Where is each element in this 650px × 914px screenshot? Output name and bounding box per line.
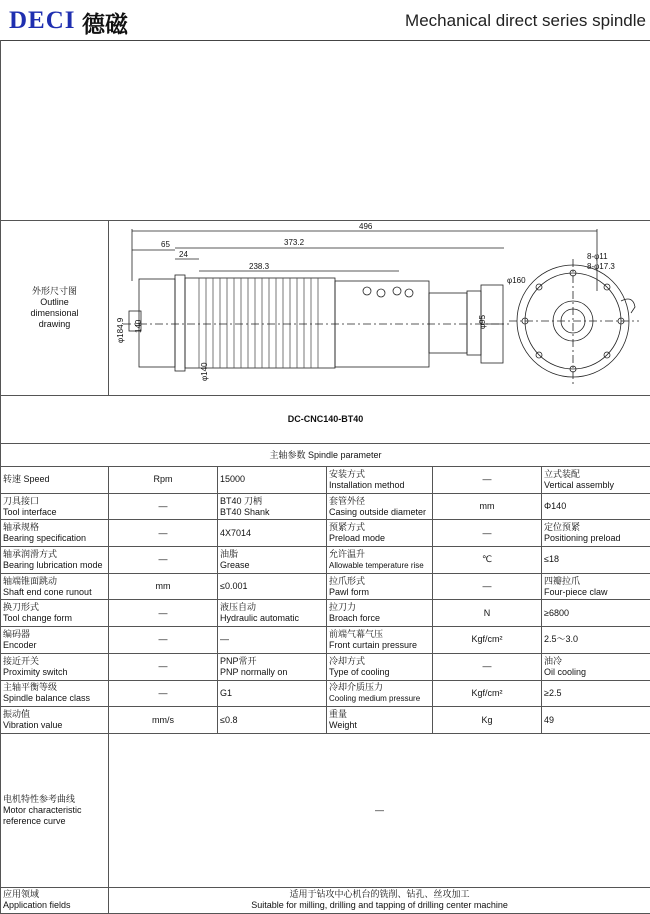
cell-line-en: PNP normally on [220,667,324,678]
param-value-right [542,520,650,547]
dim-373: 373.2 [284,238,305,247]
cell-line-en: Bearing lubrication mode [3,560,106,571]
cell-line-en: Bearing specification [3,533,106,544]
param-value-right [542,547,650,574]
cell-line-cn: 接近开关 [3,656,106,667]
cell-line-cn: 转速 Speed [3,474,106,485]
unit-text: — [159,608,168,618]
cell-line-cn: 适用于钻攻中心机台的铣削、钻孔、丝攻加工 [111,889,648,900]
model-title: DC-CNC140-BT40 [1,396,650,444]
curve-value-text: — [375,805,384,815]
cell-line-cn: 前端气幕气压 [329,629,430,640]
cell-line-cn: 冷却方式 [329,656,430,667]
param-label-right [327,707,433,734]
param-row [1,627,650,654]
param-label-left [1,547,109,574]
param-row [1,653,650,680]
param-unit-left [109,493,218,520]
cell-line-cn: 主轴平衡等级 [3,682,106,693]
cell-line-cn: 拉刀力 [329,602,430,613]
param-value-left [218,707,327,734]
cell-line-cn: 立式装配 [544,469,648,480]
curve-label-en-2: reference curve [3,816,106,827]
param-row [1,467,650,494]
cell-line-en: Four-piece claw [544,587,648,598]
dim-238: 238.3 [249,262,270,271]
brand-logo: DECI [9,7,76,35]
cell-line-en: Tool change form [3,613,106,624]
cell-line-en: Vibration value [3,720,106,731]
cell-line-en: Positioning preload [544,533,648,544]
document-title: Mechanical direct series spindle [405,11,646,31]
application-row [1,887,650,913]
cell-line-en: Preload mode [329,533,430,544]
unit-text: Rpm [153,474,172,484]
cell-line-cn: 轴端锥面跳动 [3,576,106,587]
dim-140v: 140 [134,319,143,333]
dim-95: φ95 [478,314,487,329]
param-value-left [218,493,327,520]
cell-line-cn: 四瓣拉爪 [544,576,648,587]
param-value-right [542,467,650,494]
param-unit-left [109,547,218,574]
unit-text: N [484,608,491,618]
param-value-left [218,680,327,707]
cell-line-cn: ≤0.8 [220,715,324,726]
param-unit-left [109,707,218,734]
brand-logo-cn: 德磁 [82,6,128,39]
cell-line-cn: 油冷 [544,656,648,667]
param-unit-left [109,653,218,680]
param-label-left [1,520,109,547]
dim-140b: φ140 [200,362,209,381]
cell-line-en: Hydraulic automatic [220,613,324,624]
param-value-left [218,627,327,654]
cell-line-en: Installation method [329,480,430,491]
param-value-left [218,653,327,680]
cell-line-cn: 15000 [220,474,324,485]
dim-496: 496 [359,222,373,231]
param-label-right [327,493,433,520]
param-label-left [1,707,109,734]
param-unit-right [433,600,542,627]
param-label-right [327,573,433,600]
cell-line-en: Suitable for milling, drilling and tapping of drilling center machine [111,900,648,911]
dim-11: 8-φ11 [587,252,608,261]
param-value-right [542,493,650,520]
param-label-right [327,600,433,627]
cell-line-cn: 2.5～3.0 [544,634,648,645]
param-row [1,573,650,600]
cell-line-en: Oil cooling [544,667,648,678]
param-unit-right [433,573,542,600]
param-label-left [1,573,109,600]
unit-text: — [159,688,168,698]
unit-text: ℃ [482,554,492,564]
param-label-right [327,627,433,654]
unit-text: mm/s [152,715,174,725]
dim-17: 8-φ17.3 [587,262,615,271]
curve-label-en-1: Motor characteristic [3,805,106,816]
param-value-right [542,573,650,600]
param-unit-right [433,547,542,574]
param-unit-left [109,600,218,627]
image-area [0,40,650,220]
cell-line-en: Pawl form [329,587,430,598]
cell-line-en: Weight [329,720,430,731]
param-unit-right [433,653,542,680]
unit-text: mm [156,581,171,591]
cell-line-en: Spindle balance class [3,693,106,704]
cell-line-cn: BT40 刀柄 [220,496,324,507]
unit-text: — [483,474,492,484]
param-label-right [327,653,433,680]
cell-line-cn: Φ140 [544,501,648,512]
param-unit-left [109,680,218,707]
outline-label-en-2: dimensional [3,308,106,319]
cell-line-cn: 振动值 [3,709,106,720]
unit-text: Kgf/cm² [471,688,502,698]
unit-text: Kg [481,715,492,725]
cell-line-cn: 49 [544,715,648,726]
param-value-left [218,547,327,574]
cell-line-cn: PNP常开 [220,656,324,667]
application-label [1,887,109,913]
cell-line-en: Proximity switch [3,667,106,678]
cell-line-cn: 定位预紧 [544,522,648,533]
param-value-left [218,600,327,627]
param-unit-right [433,467,542,494]
cell-line-cn: 允许温升 [329,549,430,560]
param-unit-right [433,707,542,734]
unit-text: — [483,661,492,671]
curve-label [1,733,109,887]
param-unit-right [433,680,542,707]
unit-text: — [159,501,168,511]
spec-sheet [0,220,650,914]
param-value-right [542,653,650,680]
param-label-right [327,467,433,494]
curve-label-cn: 电机特性参考曲线 [3,794,106,805]
cell-line-en: Application fields [3,900,106,911]
cell-line-en: Vertical assembly [544,480,648,491]
param-value-right [542,707,650,734]
param-unit-right [433,493,542,520]
cell-line-cn: 轴承润滑方式 [3,549,106,560]
section-title: 主轴参数 Spindle parameter [1,444,650,467]
param-label-right [327,520,433,547]
cell-line-cn: 轴承规格 [3,522,106,533]
cell-line-cn: ≥2.5 [544,688,648,699]
param-unit-left [109,627,218,654]
outline-label-en-3: drawing [3,319,106,330]
unit-text: mm [480,501,495,511]
cell-line-cn: 冷却介质压力 [329,682,430,693]
outline-label [1,221,109,396]
cell-line-cn: G1 [220,688,324,699]
param-unit-right [433,627,542,654]
param-unit-left [109,520,218,547]
param-row [1,680,650,707]
param-value-left [218,573,327,600]
curve-value [109,733,650,887]
cell-line-cn: 安装方式 [329,469,430,480]
cell-line-en: Encoder [3,640,106,651]
param-label-left [1,600,109,627]
param-value-left [218,520,327,547]
application-value [109,887,650,913]
outline-label-en-1: Outline [3,297,106,308]
unit-text: — [483,581,492,591]
cell-line-en: BT40 Shank [220,507,324,518]
param-label-left [1,653,109,680]
dim-160: φ160 [507,276,526,285]
param-value-right [542,600,650,627]
param-label-left [1,627,109,654]
param-value-right [542,627,650,654]
cell-line-cn: 4X7014 [220,528,324,539]
cell-line-en: Allowable temperature rise [329,560,430,571]
cell-line-en: Shaft end cone runout [3,587,106,598]
cell-line-cn: 编码器 [3,629,106,640]
param-label-left [1,467,109,494]
cell-line-en: Grease [220,560,324,571]
param-row [1,493,650,520]
param-label-right [327,680,433,707]
param-value-left [218,467,327,494]
cell-line-cn: 拉爪形式 [329,576,430,587]
page-header [0,0,650,41]
outline-row [1,221,650,396]
cell-line-en: Cooling medium pressure [329,693,430,704]
cell-line-en: Casing outside diameter [329,507,430,518]
dim-184: φ184.9 [116,317,125,343]
spindle-body [185,278,335,368]
cell-line-cn: 套管外径 [329,496,430,507]
param-value-right [542,680,650,707]
cell-line-cn: 液压自动 [220,602,324,613]
cell-line-cn: 应用领域 [3,889,106,900]
param-unit-right [433,520,542,547]
cell-line-cn: 重量 [329,709,430,720]
outline-drawing-cell [109,221,650,396]
cell-line-cn: — [220,634,324,645]
unit-text: — [483,528,492,538]
cell-line-en: Type of cooling [329,667,430,678]
param-unit-left [109,467,218,494]
param-row [1,600,650,627]
cell-line-cn: 油脂 [220,549,324,560]
cell-line-cn: 换刀形式 [3,602,106,613]
cell-line-en: Broach force [329,613,430,624]
param-label-left [1,493,109,520]
front-flange [139,279,175,367]
param-unit-left [109,573,218,600]
unit-text: — [159,661,168,671]
cell-line-cn: ≤18 [544,554,648,565]
unit-text: — [159,528,168,538]
cell-line-cn: 预紧方式 [329,522,430,533]
cell-line-en: Tool interface [3,507,106,518]
unit-text: Kgf/cm² [471,634,502,644]
dim-65: 65 [161,240,170,249]
param-label-left [1,680,109,707]
dim-24: 24 [179,250,188,259]
cell-line-en: Front curtain pressure [329,640,430,651]
outline-drawing [109,221,649,392]
param-row [1,707,650,734]
param-row [1,520,650,547]
cell-line-cn: 刀具接口 [3,496,106,507]
cell-line-cn: ≤0.001 [220,581,324,592]
outline-label-cn: 外形尺寸图 [3,286,106,297]
cell-line-cn: ≥6800 [544,608,648,619]
param-row [1,547,650,574]
unit-text: — [159,634,168,644]
param-label-right [327,547,433,574]
unit-text: — [159,554,168,564]
curve-row [1,733,650,887]
